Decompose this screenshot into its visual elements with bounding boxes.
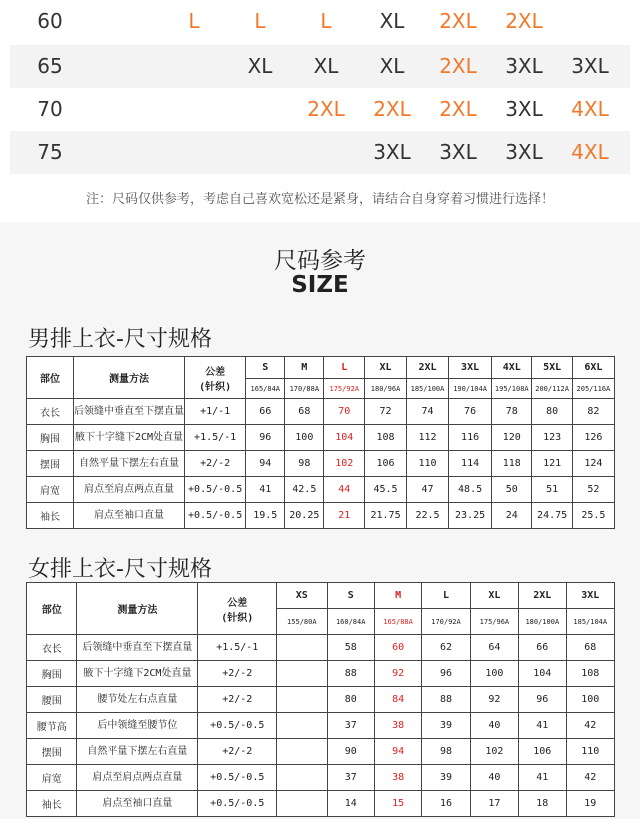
size-header: 2XL bbox=[406, 357, 448, 379]
row-part: 衣长 bbox=[27, 635, 77, 661]
size-spec: 175/92A bbox=[324, 379, 365, 399]
size-spec: 165/84A bbox=[246, 379, 285, 399]
row-tolerance: +2/-2 bbox=[198, 687, 277, 713]
row-value: 96 bbox=[246, 425, 285, 451]
row-value: 110 bbox=[406, 451, 448, 477]
row-value bbox=[277, 791, 327, 817]
row-value: 39 bbox=[422, 765, 470, 791]
weight-row bbox=[10, 45, 630, 88]
row-value: 108 bbox=[566, 661, 615, 687]
row-tolerance: +1.5/-1 bbox=[198, 635, 277, 661]
row-value: 40 bbox=[470, 713, 518, 739]
row-value: 45.5 bbox=[365, 477, 407, 503]
row-value: 37 bbox=[327, 713, 374, 739]
size-header: 3XL bbox=[449, 357, 492, 379]
row-method: 后领缝中垂直至下摆直量 bbox=[77, 635, 198, 661]
row-part: 衣长 bbox=[27, 399, 74, 425]
row-value: 74 bbox=[406, 399, 448, 425]
size-header: XL bbox=[365, 357, 407, 379]
size-header: XS bbox=[277, 583, 327, 609]
size-cell: 2XL bbox=[373, 97, 411, 121]
row-tolerance: +1/-1 bbox=[184, 399, 245, 425]
row-value bbox=[277, 687, 327, 713]
weight-row bbox=[10, 131, 630, 174]
row-value: 24.75 bbox=[532, 503, 572, 529]
row-value: 80 bbox=[532, 399, 572, 425]
size-spec: 175/96A bbox=[470, 609, 518, 635]
row-value: 21 bbox=[324, 503, 365, 529]
row-part: 腰节高 bbox=[27, 713, 77, 739]
row-value: 24 bbox=[492, 503, 532, 529]
size-cell: 2XL bbox=[439, 97, 477, 121]
row-value: 44 bbox=[324, 477, 365, 503]
table-row bbox=[27, 503, 615, 529]
size-cell: XL bbox=[379, 9, 405, 33]
row-value: 50 bbox=[492, 477, 532, 503]
table-row bbox=[27, 451, 615, 477]
row-value: 68 bbox=[566, 635, 615, 661]
size-header: L bbox=[422, 583, 470, 609]
row-value: 68 bbox=[285, 399, 324, 425]
row-method: 腋下十字缝下2CM处直量 bbox=[73, 425, 184, 451]
row-value: 25.5 bbox=[572, 503, 614, 529]
row-value: 14 bbox=[327, 791, 374, 817]
size-header: 4XL bbox=[492, 357, 532, 379]
col-header-part: 部位 bbox=[27, 357, 74, 399]
row-value: 15 bbox=[374, 791, 421, 817]
row-part: 肩宽 bbox=[27, 765, 77, 791]
size-header: 6XL bbox=[572, 357, 614, 379]
row-value: 47 bbox=[406, 477, 448, 503]
size-cell: 2XL bbox=[439, 54, 477, 78]
size-cell: 2XL bbox=[307, 97, 345, 121]
row-value: 62 bbox=[422, 635, 470, 661]
row-value: 80 bbox=[327, 687, 374, 713]
weight-label: 65 bbox=[37, 54, 63, 78]
row-value: 94 bbox=[374, 739, 421, 765]
row-value: 102 bbox=[324, 451, 365, 477]
men-size-table bbox=[26, 356, 615, 529]
size-spec: 190/104A bbox=[449, 379, 492, 399]
table-row bbox=[27, 739, 615, 765]
size-header: L bbox=[324, 357, 365, 379]
row-value: 66 bbox=[519, 635, 566, 661]
row-value: 98 bbox=[422, 739, 470, 765]
row-part: 胸围 bbox=[27, 425, 74, 451]
row-value: 60 bbox=[374, 635, 421, 661]
row-value: 88 bbox=[422, 687, 470, 713]
size-spec: 170/92A bbox=[422, 609, 470, 635]
row-value: 98 bbox=[285, 451, 324, 477]
row-value: 38 bbox=[374, 765, 421, 791]
row-method: 肩点至肩点两点直量 bbox=[77, 765, 198, 791]
row-tolerance: +0.5/-0.5 bbox=[184, 503, 245, 529]
row-method: 自然平量下摆左右直量 bbox=[77, 739, 198, 765]
weight-row bbox=[10, 0, 630, 43]
row-value: 21.75 bbox=[365, 503, 407, 529]
row-value: 18 bbox=[519, 791, 566, 817]
size-reference-section bbox=[0, 222, 640, 819]
row-part: 摆围 bbox=[27, 739, 77, 765]
size-cell: XL bbox=[313, 54, 339, 78]
row-value: 19.5 bbox=[246, 503, 285, 529]
row-method: 腰节处左右点直量 bbox=[77, 687, 198, 713]
col-header-tolerance: 公差 (针织) bbox=[184, 357, 245, 399]
size-cell: 3XL bbox=[505, 97, 543, 121]
row-value: 100 bbox=[470, 661, 518, 687]
table-row bbox=[27, 791, 615, 817]
size-spec: 200/112A bbox=[532, 379, 572, 399]
row-method: 腋下十字缝下2CM处直量 bbox=[77, 661, 198, 687]
size-spec: 185/100A bbox=[406, 379, 448, 399]
row-value: 96 bbox=[519, 687, 566, 713]
row-value: 88 bbox=[327, 661, 374, 687]
size-header: 2XL bbox=[519, 583, 566, 609]
size-cell: L bbox=[188, 9, 200, 33]
row-value: 64 bbox=[470, 635, 518, 661]
row-value: 41 bbox=[519, 765, 566, 791]
size-cell: XL bbox=[247, 54, 273, 78]
row-part: 胸围 bbox=[27, 661, 77, 687]
row-value bbox=[277, 765, 327, 791]
weight-label: 75 bbox=[37, 140, 63, 164]
row-value bbox=[277, 635, 327, 661]
row-value: 121 bbox=[532, 451, 572, 477]
row-part: 袖长 bbox=[27, 791, 77, 817]
size-header: 3XL bbox=[566, 583, 615, 609]
row-value: 96 bbox=[422, 661, 470, 687]
row-value: 100 bbox=[566, 687, 615, 713]
size-cell: 3XL bbox=[505, 54, 543, 78]
size-cell: 2XL bbox=[505, 9, 543, 33]
size-spec: 205/116A bbox=[572, 379, 614, 399]
size-spec: 165/88A bbox=[374, 609, 421, 635]
size-cell: 3XL bbox=[505, 140, 543, 164]
row-value bbox=[277, 739, 327, 765]
row-tolerance: +2/-2 bbox=[198, 661, 277, 687]
size-spec: 160/84A bbox=[327, 609, 374, 635]
row-value: 23.25 bbox=[449, 503, 492, 529]
row-value: 102 bbox=[470, 739, 518, 765]
row-value: 112 bbox=[406, 425, 448, 451]
row-method: 肩点至肩点两点直量 bbox=[73, 477, 184, 503]
row-value: 22.5 bbox=[406, 503, 448, 529]
row-value: 40 bbox=[470, 765, 518, 791]
size-cell: L bbox=[254, 9, 266, 33]
row-tolerance: +2/-2 bbox=[184, 451, 245, 477]
row-value: 106 bbox=[365, 451, 407, 477]
row-value: 104 bbox=[324, 425, 365, 451]
size-spec: 195/108A bbox=[492, 379, 532, 399]
row-value: 114 bbox=[449, 451, 492, 477]
row-value: 82 bbox=[572, 399, 614, 425]
size-cell: 3XL bbox=[571, 54, 609, 78]
size-header: M bbox=[285, 357, 324, 379]
row-value: 48.5 bbox=[449, 477, 492, 503]
row-value: 78 bbox=[492, 399, 532, 425]
row-value bbox=[277, 713, 327, 739]
row-value: 110 bbox=[566, 739, 615, 765]
size-spec: 180/96A bbox=[365, 379, 407, 399]
row-value: 72 bbox=[365, 399, 407, 425]
row-value: 92 bbox=[374, 661, 421, 687]
row-value: 38 bbox=[374, 713, 421, 739]
row-method: 后领缝中垂直至下摆直量 bbox=[73, 399, 184, 425]
row-value: 58 bbox=[327, 635, 374, 661]
row-value: 126 bbox=[572, 425, 614, 451]
heading-cn: 尺码参考 bbox=[274, 248, 366, 274]
size-header: XL bbox=[470, 583, 518, 609]
table-row bbox=[27, 661, 615, 687]
weight-label: 70 bbox=[37, 97, 63, 121]
row-value: 39 bbox=[422, 713, 470, 739]
row-value: 124 bbox=[572, 451, 614, 477]
row-value: 19 bbox=[566, 791, 615, 817]
row-tolerance: +0.5/-0.5 bbox=[198, 765, 277, 791]
row-tolerance: +0.5/-0.5 bbox=[184, 477, 245, 503]
size-cell: 3XL bbox=[439, 140, 477, 164]
size-spec: 155/80A bbox=[277, 609, 327, 635]
size-spec: 185/104A bbox=[566, 609, 615, 635]
row-value: 104 bbox=[519, 661, 566, 687]
size-cell: 4XL bbox=[571, 97, 609, 121]
row-value: 41 bbox=[246, 477, 285, 503]
size-cell: 4XL bbox=[571, 140, 609, 164]
row-part: 袖长 bbox=[27, 503, 74, 529]
row-tolerance: +1.5/-1 bbox=[184, 425, 245, 451]
table-row bbox=[27, 425, 615, 451]
col-header-part: 部位 bbox=[27, 583, 77, 635]
row-method: 肩点至袖口直量 bbox=[73, 503, 184, 529]
size-header: 5XL bbox=[532, 357, 572, 379]
row-value: 37 bbox=[327, 765, 374, 791]
row-value: 16 bbox=[422, 791, 470, 817]
row-value: 42 bbox=[566, 765, 615, 791]
row-value: 70 bbox=[324, 399, 365, 425]
size-header: S bbox=[246, 357, 285, 379]
size-spec: 180/100A bbox=[519, 609, 566, 635]
row-value: 51 bbox=[532, 477, 572, 503]
men-table-title: 男排上衣-尺寸规格 bbox=[28, 327, 212, 352]
size-cell: L bbox=[320, 9, 332, 33]
row-tolerance: +0.5/-0.5 bbox=[198, 791, 277, 817]
row-value bbox=[277, 661, 327, 687]
size-header: M bbox=[374, 583, 421, 609]
row-value: 108 bbox=[365, 425, 407, 451]
row-part: 腰围 bbox=[27, 687, 77, 713]
women-size-table bbox=[26, 582, 615, 817]
table-row bbox=[27, 399, 615, 425]
row-value: 20.25 bbox=[285, 503, 324, 529]
row-value: 76 bbox=[449, 399, 492, 425]
heading-en: SIZE bbox=[291, 272, 349, 298]
row-tolerance: +2/-2 bbox=[198, 739, 277, 765]
row-part: 摆围 bbox=[27, 451, 74, 477]
weight-row bbox=[10, 88, 630, 131]
row-value: 123 bbox=[532, 425, 572, 451]
row-value: 116 bbox=[449, 425, 492, 451]
size-cell: 3XL bbox=[373, 140, 411, 164]
row-value: 84 bbox=[374, 687, 421, 713]
weight-size-table bbox=[10, 0, 630, 176]
row-value: 42.5 bbox=[285, 477, 324, 503]
row-tolerance: +0.5/-0.5 bbox=[198, 713, 277, 739]
row-value: 106 bbox=[519, 739, 566, 765]
row-value: 100 bbox=[285, 425, 324, 451]
table-row bbox=[27, 635, 615, 661]
col-header-tolerance: 公差 (针织) bbox=[198, 583, 277, 635]
table-row bbox=[27, 687, 615, 713]
size-spec: 170/88A bbox=[285, 379, 324, 399]
row-value: 90 bbox=[327, 739, 374, 765]
size-cell: 2XL bbox=[439, 9, 477, 33]
size-header: S bbox=[327, 583, 374, 609]
row-value: 41 bbox=[519, 713, 566, 739]
size-note: 注：尺码仅供参考，考虑自己喜欢宽松还是紧身，请结合自身穿着习惯进行选择！ bbox=[85, 192, 554, 207]
row-value: 17 bbox=[470, 791, 518, 817]
table-row bbox=[27, 477, 615, 503]
women-table-title: 女排上衣-尺寸规格 bbox=[28, 557, 212, 582]
row-method: 后中领缝至腰节位 bbox=[77, 713, 198, 739]
table-row bbox=[27, 713, 615, 739]
row-value: 94 bbox=[246, 451, 285, 477]
row-value: 118 bbox=[492, 451, 532, 477]
size-cell: XL bbox=[379, 54, 405, 78]
row-part: 肩宽 bbox=[27, 477, 74, 503]
row-method: 肩点至袖口直量 bbox=[77, 791, 198, 817]
row-value: 42 bbox=[566, 713, 615, 739]
row-value: 92 bbox=[470, 687, 518, 713]
col-header-method: 测量方法 bbox=[77, 583, 198, 635]
table-row bbox=[27, 765, 615, 791]
top-size-chart bbox=[0, 0, 640, 222]
weight-label: 60 bbox=[37, 9, 63, 33]
row-value: 120 bbox=[492, 425, 532, 451]
row-value: 66 bbox=[246, 399, 285, 425]
col-header-method: 测量方法 bbox=[73, 357, 184, 399]
row-method: 自然平量下摆左右直量 bbox=[73, 451, 184, 477]
row-value: 52 bbox=[572, 477, 614, 503]
